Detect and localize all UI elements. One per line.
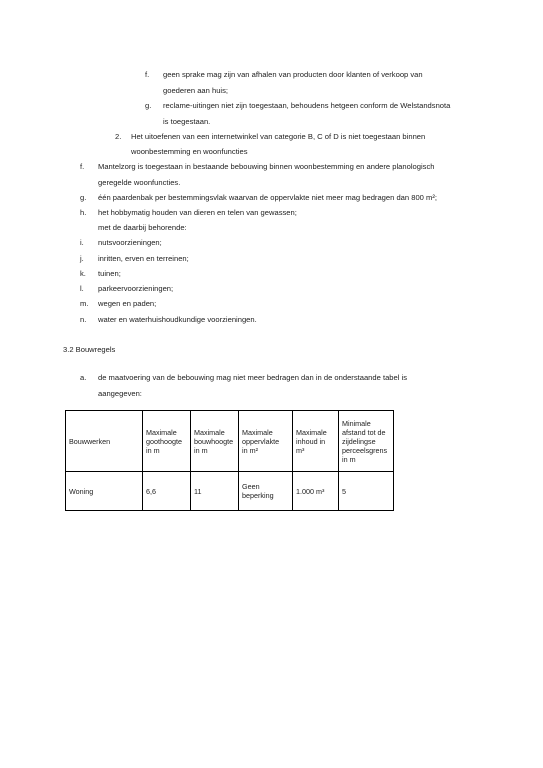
header-oppervlakte [239, 411, 293, 472]
sub-item-marker: g. [145, 101, 152, 110]
header-line: bouwhoogte [194, 436, 234, 446]
section-heading: 3.2 Bouwregels [63, 345, 116, 354]
cell-line: 5 [342, 486, 346, 496]
dimensions-table [65, 410, 394, 511]
cell-line: 6,6 [146, 486, 156, 496]
sub-item-text: reclame-uitingen niet zijn toegestaan, behoudens hetgeen conform de Welstandsnota [163, 101, 451, 110]
list-item-marker: f. [80, 162, 85, 171]
rule-text: de maatvoering van de bebouwing mag niet meer bedragen dan in de onderstaande tabel is [98, 373, 408, 382]
header-line: Maximale [146, 427, 177, 437]
numbered-item-marker: 2. [115, 132, 122, 141]
cell-bouwwerk [66, 472, 143, 511]
header-line: zijdelingse [342, 436, 376, 446]
numbered-item-text: Het uitoefenen van een internetwinkel van categorie B, C of D is niet toegestaan binnen [131, 132, 426, 141]
cell-line: beperking [242, 491, 274, 500]
list-item-marker: h. [80, 208, 87, 217]
header-line: inhoud in [296, 436, 326, 446]
list-item-text: wegen en paden; [98, 299, 157, 308]
header-line: in m² [242, 445, 258, 455]
table-header-row [66, 411, 394, 472]
table-row [66, 472, 394, 511]
cell-line: 11 [194, 486, 202, 496]
header-line: m³ [296, 445, 305, 455]
list-item-text: inritten, erven en terreinen; [98, 254, 189, 263]
header-line: in m [146, 445, 160, 455]
list-item-text: parkeervoorzieningen; [98, 284, 174, 293]
sub-item-text: is toegestaan. [163, 117, 211, 126]
numbered-item-text: woonbestemming en woonfuncties [131, 147, 248, 156]
header-line: goothoogte [146, 436, 182, 446]
header-line: in m [342, 454, 356, 464]
header-line: afstand tot de [342, 427, 386, 437]
header-line: Minimale [342, 418, 371, 428]
header-line: Bouwwerken [69, 436, 111, 446]
cell-line: Woning [69, 486, 94, 496]
list-item-text: water en waterhuishoudkundige voorzieningen. [98, 315, 257, 324]
header-afstand [339, 411, 394, 472]
list-item-marker: m. [80, 299, 89, 308]
sub-item-text: geen sprake mag zijn van afhalen van producten door klanten of verkoop van [163, 70, 423, 79]
list-item-text: één paardenbak per bestemmingsvlak waarvan de oppervlakte niet meer mag bedragen dan 800 m²; [98, 193, 437, 202]
header-line: Maximale [242, 427, 273, 437]
cell-line: Geen [242, 482, 260, 491]
list-item-text: nutsvoorzieningen; [98, 238, 162, 247]
cell-bouwhoogte [191, 472, 239, 511]
header-line: oppervlakte [242, 436, 280, 446]
header-line: in m [194, 445, 208, 455]
list-item-text: tuinen; [98, 269, 121, 278]
rule-marker: a. [80, 373, 87, 382]
header-line: Maximale [296, 427, 327, 437]
list-item-marker: k. [80, 269, 86, 278]
list-item-marker: i. [80, 238, 84, 247]
header-line: perceelsgrens [342, 445, 388, 455]
header-goothoogte [143, 411, 191, 472]
cell-oppervlakte [239, 472, 293, 511]
header-bouwhoogte [191, 411, 239, 472]
list-item-text: Mantelzorg is toegestaan in bestaande bebouwing binnen woonbestemming en andere planologisch [98, 162, 435, 171]
cell-goothoogte [143, 472, 191, 511]
list-item-text: met de daarbij behorende: [98, 223, 187, 232]
list-item-text: het hobbymatig houden van dieren en telen van gewassen; [98, 208, 297, 217]
sub-item-marker: f. [145, 70, 150, 79]
cell-afstand [339, 472, 394, 511]
header-inhoud [293, 411, 339, 472]
cell-line: 1.000 m³ [296, 486, 325, 496]
sub-item-text: goederen aan huis; [163, 86, 229, 95]
header-line: Maximale [194, 427, 225, 437]
header-bouwwerken [66, 411, 143, 472]
rule-text: aangegeven: [98, 389, 142, 398]
list-item-text: geregelde woonfuncties. [98, 178, 181, 187]
cell-inhoud [293, 472, 339, 511]
list-item-marker: j. [80, 254, 84, 263]
list-item-marker: l. [80, 284, 84, 293]
list-item-marker: g. [80, 193, 87, 202]
list-item-marker: n. [80, 315, 87, 324]
